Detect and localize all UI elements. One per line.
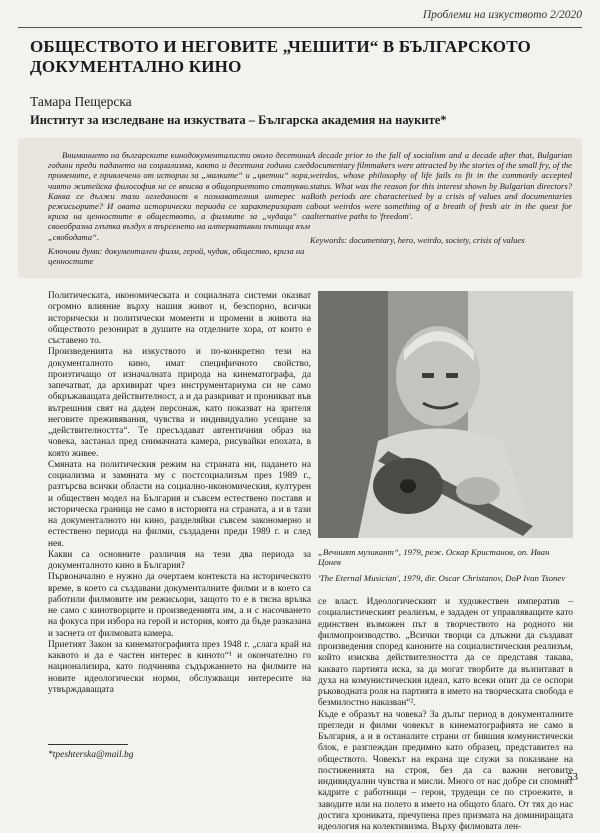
photo-illustration bbox=[318, 291, 573, 538]
author-affiliation: Институт за изследване на изкуствата – Българска академия на науките* bbox=[30, 113, 575, 128]
header-rule bbox=[18, 27, 582, 28]
keywords-bulgarian: Ключови думи: документален филм, герой, чудак, общество, криза на ценностите bbox=[48, 246, 310, 266]
page-number: 53 bbox=[567, 771, 578, 783]
footnote-email: *tpeshterska@mail.bg bbox=[48, 750, 134, 760]
keywords-english: Keywords: documentary, hero, weirdo, society, crisis of values bbox=[310, 235, 572, 245]
paragraph: Политическата, икономическата и социалната системи оказват огромно влияние върху нашия живот и, безспорно, всички исторически и политически моменти и промени в живота на обществото резонират в душите на отделните хора, от които е съставено то. bbox=[48, 291, 311, 347]
photo-caption-bulgarian: „Вечният музикант“, 1979, реж. Оскар Кристанов, оп. Иван Цонев bbox=[318, 547, 573, 568]
paragraph: Какви са основните различия на тези два периода за документалното кино в България? bbox=[48, 550, 311, 573]
author-name: Тамара Пещерска bbox=[30, 94, 132, 110]
paragraph: Първоначално е нужно да очертаем контекста на историческото време, в което са създавани документалните филми и в което са работили филмовите им режисьори, защото то е в тясна връзка не само с кинотворците и произведенията им, а и с насочването на фокуса при избора на герой и история, която да бъде разказана и заснета от филмовата камера. bbox=[48, 572, 311, 640]
abstract-bulgarian: Вниманието на българските кинодокументалисти около десетина години преди падането на социализма, както и десетина години след промените, е привлечено от истории за „малките“ и „цветни“ хора, чиято житейска философия не се вписва в общоприетото статукво. Каква се дължи тази огледаност в познавателния интерес на режисьорите? И овата исторически периода се характеризират с криза на ценностите в обществото, а филмите за „чудаци“ са своеобразна глътка въздух в търсенето на алтернативни пътища към „свободата“. bbox=[48, 150, 310, 242]
footnote-rule bbox=[48, 744, 128, 745]
journal-header: Проблеми на изкуството 2/2020 bbox=[423, 9, 582, 21]
photo-caption-english: 'The Eternal Musician', 1979, dir. Oscar Christanov, DoP Ivan Tsonev bbox=[318, 573, 573, 583]
article-title: ОБЩЕСТВОТО И НЕГОВИТЕ „ЧЕШИТИ“ В БЪЛГАРСКОТО ДОКУМЕНТАЛНО КИНО bbox=[30, 37, 575, 77]
paragraph: Приетият Закон за кинематографията през 1948 г. „слага край на каквото и да е частен интерес в киното“¹ и окончателно го национализира, като подчинява съдържанието на филмите на новите идеологически норми, обслужващи интересите на утвърждаващата bbox=[48, 640, 311, 696]
body-right-column bbox=[318, 597, 573, 833]
abstract-english: A decade prior to the fall of socialism and a decade after that, Bulgarian documentary filmmakers were attracted by the stories of the small fry, of the weirdos, whose philosophy of life fails to fit in the commonly accepted status. What was the reason for this interest shown by Bulgarian directors? Both periods are characterised by a crisis of values and documentaries about weirdos were something of a breath of fresh air in the quest for alternative paths to 'freedom'. bbox=[310, 150, 572, 221]
paragraph: Къде е образът на човека? За дълъг период в документалните прегледи и филми човекът в кинематографията не само в България, а и в останалите страни от бившия комунистически блок, е разглеждан предимно като образец, представител на обществото. Човекът на екрана ще служи за показване на постиженията на строя, без да са важни неговите индивидуални чувства и мисли. Много от нас добре си спомнят кадрите с работници – герои, трудещи се по строежите, в заводите или на полето в името на общото благо. От тях до нас достига хрониката, пречупена през призмата на доминиращата идеология на колективизма. Върху филмовата лен- bbox=[318, 710, 573, 833]
paragraph: Смяната на политическия режим на страната ни, падането на социализма и замяната му с постсоциализъм през 1989 г., разтърсва всички области на социално-икономическия, културен и обществен модел на България и съвсем естествено поставя и историческа граница не само в историята на страната, а и в тази на документалното ни кино, разделяйки съвсем закономерно и естествено периода на филми, създадени преди 1989 г. и след нея. bbox=[48, 460, 311, 550]
body-left-column bbox=[48, 291, 311, 696]
paragraph: Произведенията на изкуството и по-конкретно тези на документалното кино, имат специфичното свойство, произтичащо от изначалната природа на кинематографа, да запечатват, да архивират чрез инструментариума си не само обкръжаващата действителност, а и да разкриват и проникват във вътрешния свят на даден персонаж, като показват на зрителя неговите преживявания, чувства и индивидуално усещане за „действителността“. Те пресъздават автентичния образ на човека, застанал пред снимачната камера, рисувайки епохата, в която живее. bbox=[48, 347, 311, 460]
photo-old-man-guitar-icon bbox=[318, 291, 573, 538]
paragraph: се власт. Идеологическият и художествен императив – социалистическият реализъм, е зададен от управляващите като единствен възможен път в творчеството на родното ни филмопроизводство. „Всички творци са длъжни да създават произведения според каноните на социалистическия реализъм, който изисква действителността да се представя такава, каквато партията иска, за да могат творбите да възпитават в духа на комунистическия идеал, като всеки опит да се оспори ръководната роля на партията в името на творческата свобода е безмилостно наказван“². bbox=[318, 597, 573, 710]
